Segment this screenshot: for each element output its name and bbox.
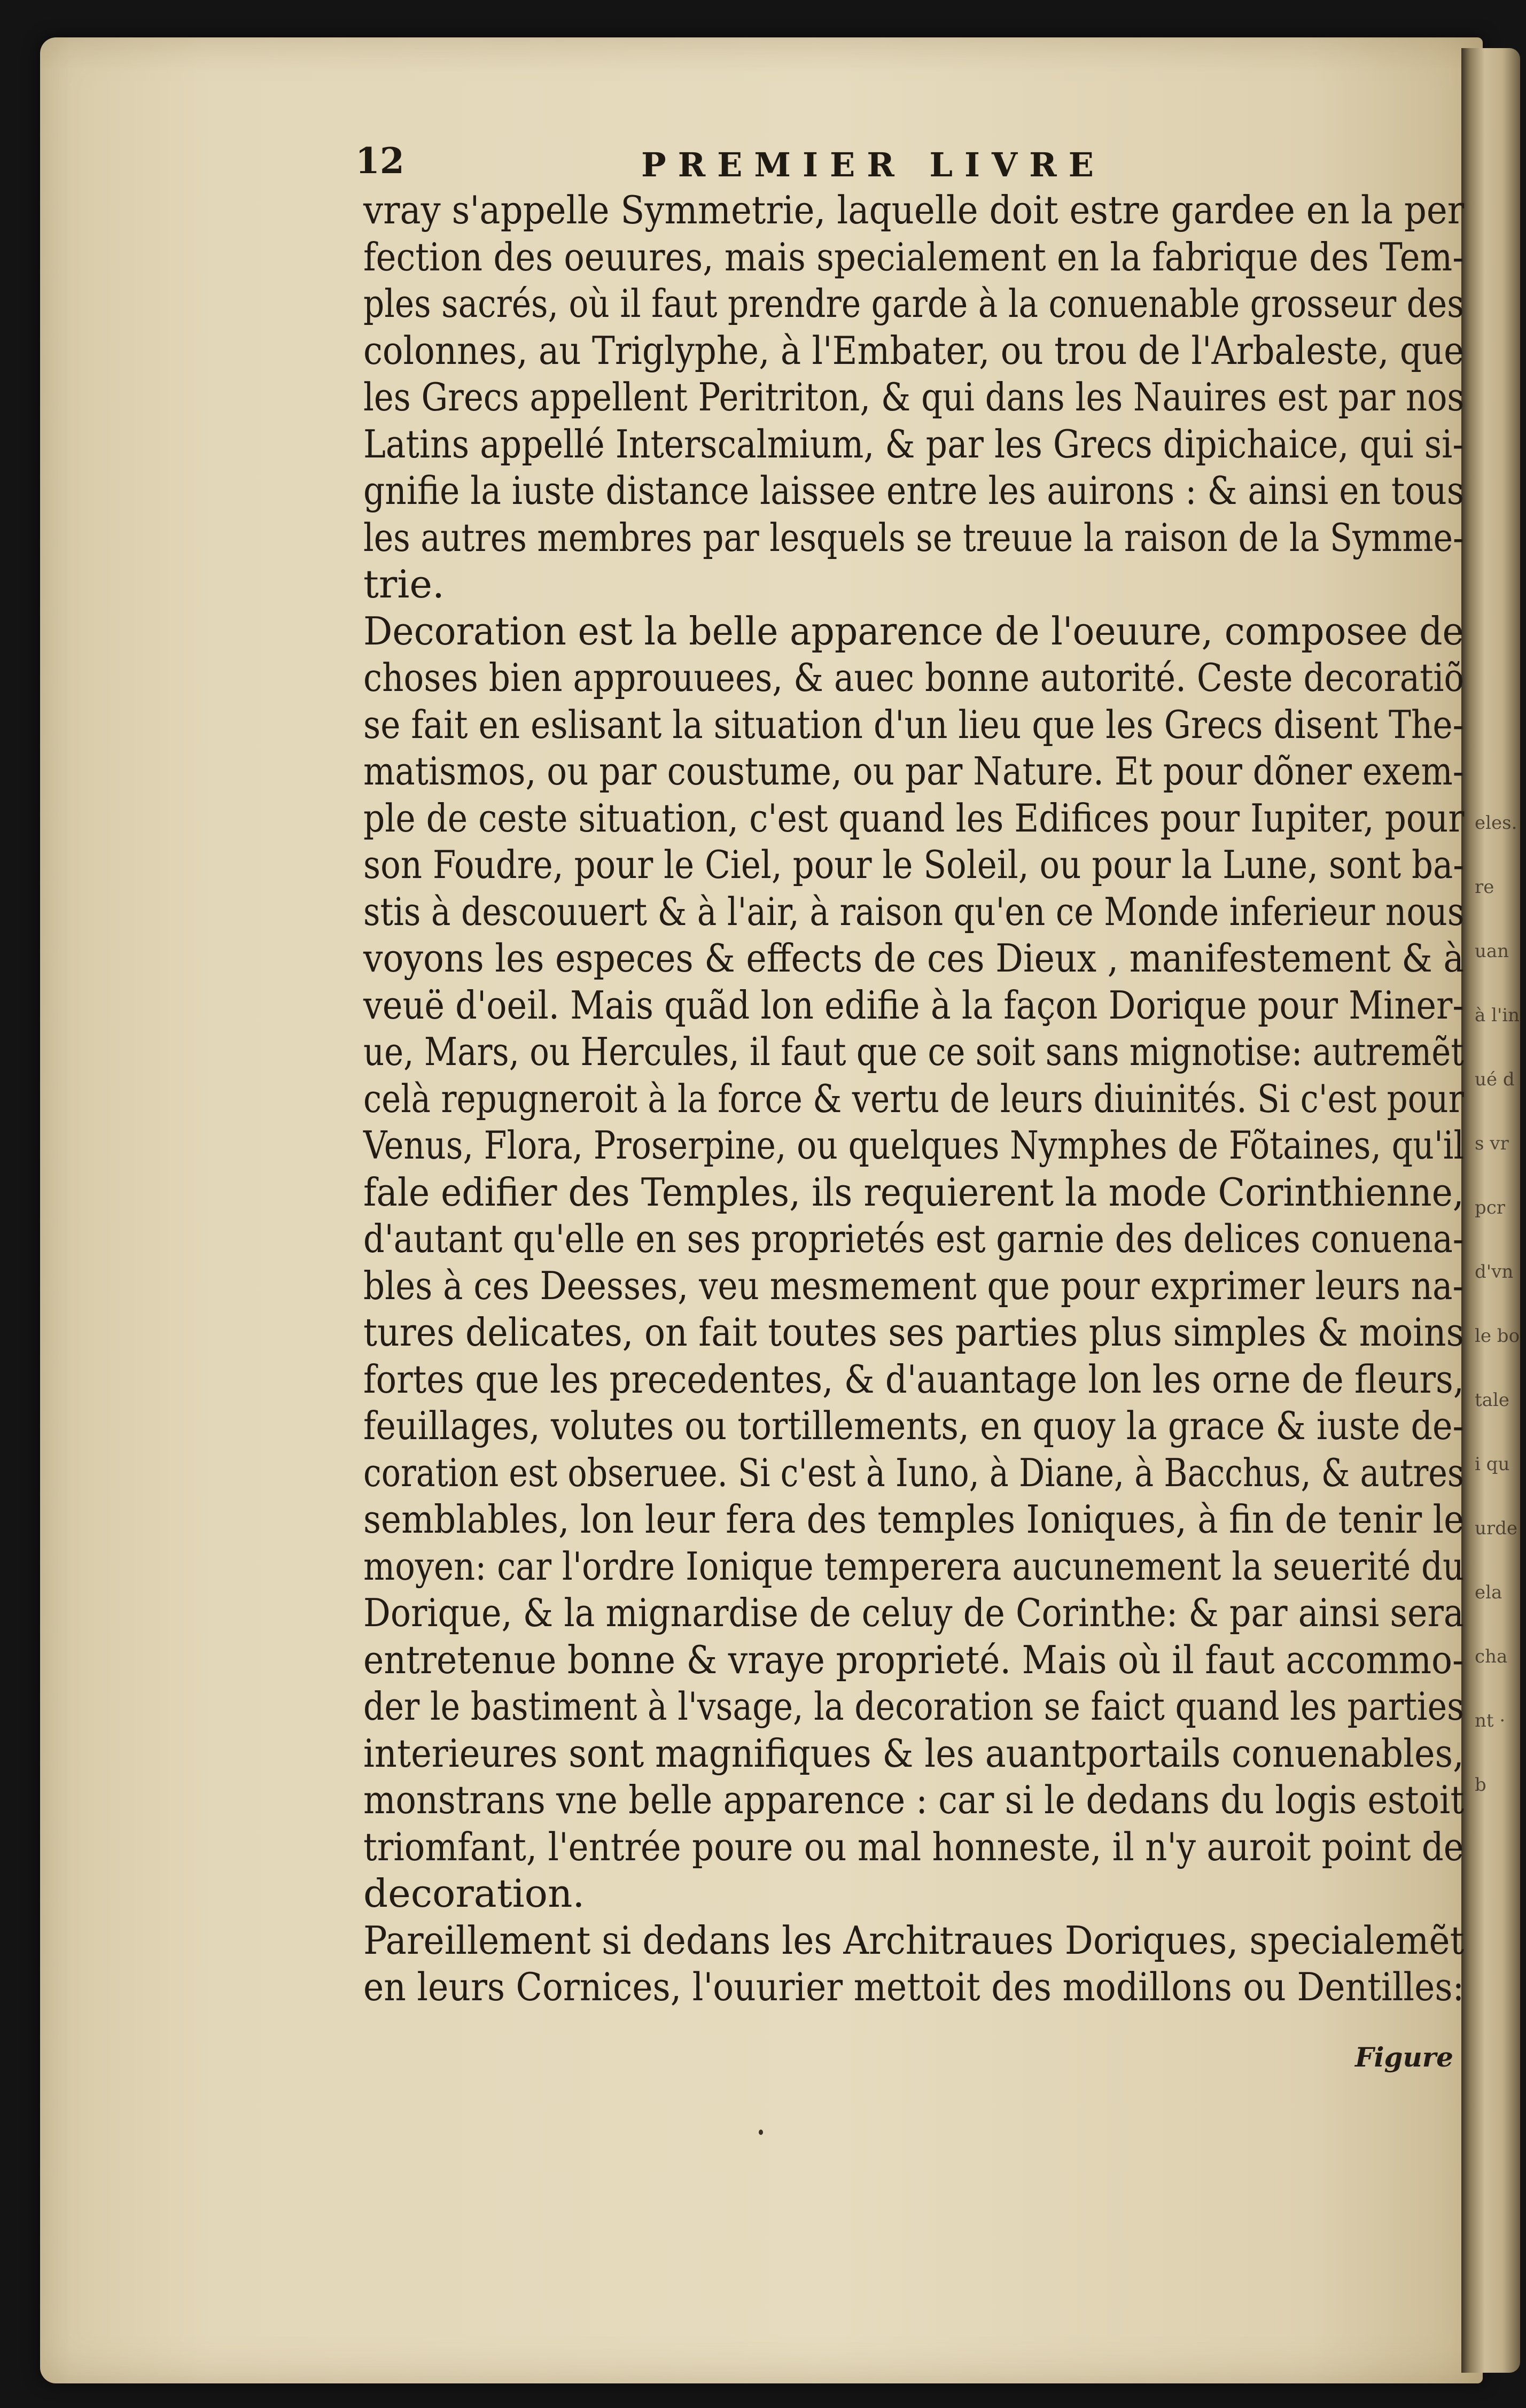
text-line: bles à ces Deesses, veu mesmement que pour exprimer leurs na- xyxy=(363,1263,1464,1308)
text-line: choses bien approuuees, & auec bonne autorité. Ceste decoratiõ xyxy=(363,655,1465,700)
text-line: gnifie la iuste distance laissee entre les auirons : & ainsi en tous xyxy=(363,468,1465,513)
facing-fragment: ué d xyxy=(1475,1069,1515,1090)
facing-fragment: urde xyxy=(1475,1518,1518,1539)
facing-fragment: i qu xyxy=(1475,1454,1510,1475)
text-line: veuë d'oeil. Mais quãd lon edifie à la façon Dorique pour Miner- xyxy=(363,982,1464,1028)
facing-fragment: d'vn xyxy=(1475,1261,1514,1283)
text-line: les autres membres par lesquels se treuue la raison de la Symme- xyxy=(363,515,1464,560)
text-line: matismos, ou par coustume, ou par Nature. Et pour dõner exem- xyxy=(363,749,1464,794)
text-line: d'autant qu'elle en ses proprietés est garnie des delices conuena- xyxy=(363,1216,1464,1261)
facing-fragment: cha xyxy=(1475,1646,1508,1667)
text-line: ple de ceste situation, c'est quand les Edifices pour Iupiter, pour xyxy=(363,795,1465,841)
text-line: monstrans vne belle apparence : car si le dedans du logis estoit xyxy=(363,1777,1464,1822)
text-line: der le bastiment à l'vsage, la decoration se faict quand les parties xyxy=(363,1684,1464,1729)
text-line: vray s'appelle Symmetrie, laquelle doit estre gardee en la per xyxy=(363,188,1465,232)
facing-fragment: à l'in xyxy=(1475,1005,1520,1026)
text-line: triomfant, l'entrée poure ou mal honneste, il n'y auroit point de xyxy=(363,1824,1464,1869)
text-line: Venus, Flora, Proserpine, ou quelques Nymphes de Fõtaines, qu'il xyxy=(363,1123,1465,1168)
facing-fragment: s vr xyxy=(1475,1133,1509,1154)
page-number: 12 xyxy=(355,140,404,182)
facing-fragment: pcr xyxy=(1475,1197,1506,1218)
text-line: moyen: car l'ordre Ionique temperera aucunement la seuerité du xyxy=(363,1543,1465,1589)
text-line: fection des oeuures, mais specialement en la fabrique des Tem- xyxy=(363,234,1464,279)
text-line: Pareillement si dedans les Architraues Doriques, specialemẽt xyxy=(363,1917,1465,1963)
text-line: entretenue bonne & vraye proprieté. Mais où il faut accommo- xyxy=(363,1637,1464,1682)
text-line: trie. xyxy=(363,562,445,607)
facing-fragment: tale xyxy=(1475,1389,1509,1411)
text-line: coration est obseruee. Si c'est à Iuno, à Diane, à Bacchus, & autres xyxy=(363,1450,1464,1495)
text-line: Decoration est la belle apparence de l'oeuure, composee de xyxy=(363,608,1464,654)
facing-fragment: re xyxy=(1475,876,1494,898)
facing-fragment: uan xyxy=(1475,941,1509,962)
text-line: Latins appellé Interscalmium, & par les Grecs dipichaice, qui si- xyxy=(363,421,1464,467)
text-line: semblables, lon leur fera des temples Ioniques, à fin de tenir le xyxy=(363,1497,1465,1542)
text-line: fortes que les precedentes, & d'auantage lon les orne de fleurs, xyxy=(363,1356,1465,1402)
text-line: ples sacrés, où il faut prendre garde à la conuenable grosseur des xyxy=(363,281,1464,326)
facing-fragment: eles. xyxy=(1475,812,1517,834)
text-line: les Grecs appellent Peritriton, & qui dans les Nauires est par nos xyxy=(363,375,1465,420)
catchword: Figure xyxy=(1355,2041,1453,2073)
running-head: PREMIER LIVRE xyxy=(641,145,1105,184)
text-line: interieures sont magnifiques & les auantportails conuenables, xyxy=(363,1730,1464,1776)
text-line: fale edifier des Temples, ils requierent la mode Corinthienne, xyxy=(363,1169,1464,1215)
text-line: feuillages, volutes ou tortillements, en quoy la grace & iuste de- xyxy=(363,1403,1464,1448)
facing-fragment: b xyxy=(1475,1774,1486,1796)
text-line: ue, Mars, ou Hercules, il faut que ce soit sans mignotise: autremẽt xyxy=(363,1029,1464,1074)
text-line: se fait en eslisant la situation d'un lieu que les Grecs disent The- xyxy=(363,702,1464,747)
text-line: celà repugneroit à la force & vertu de leurs diuinités. Si c'est pour xyxy=(363,1076,1464,1121)
facing-fragment: le bo xyxy=(1475,1325,1520,1347)
text-line: stis à descouuert & à l'air, à raison qu'en ce Monde inferieur nous xyxy=(363,889,1465,934)
text-line: tures delicates, on fait toutes ses parties plus simples & moins xyxy=(363,1310,1464,1355)
body-text xyxy=(363,187,1464,2011)
text-line: voyons les especes & effects de ces Dieux , manifestement & à xyxy=(363,936,1464,981)
facing-fragment: nt · xyxy=(1475,1710,1506,1731)
ink-speck xyxy=(759,2130,763,2135)
facing-fragment: ela xyxy=(1475,1582,1502,1603)
text-line: son Foudre, pour le Ciel, pour le Soleil, ou pour la Lune, sont ba- xyxy=(363,842,1465,887)
text-line: en leurs Cornices, l'ouurier mettoit des modillons ou Dentilles: xyxy=(363,1964,1465,2009)
text-line: decoration. xyxy=(363,1871,585,1916)
text-line: Dorique, & la mignardise de celuy de Corinthe: & par ainsi sera xyxy=(363,1590,1464,1635)
text-line: colonnes, au Triglyphe, à l'Embater, ou trou de l'Arbaleste, que xyxy=(363,328,1465,373)
facing-page-text xyxy=(1475,791,1520,1817)
